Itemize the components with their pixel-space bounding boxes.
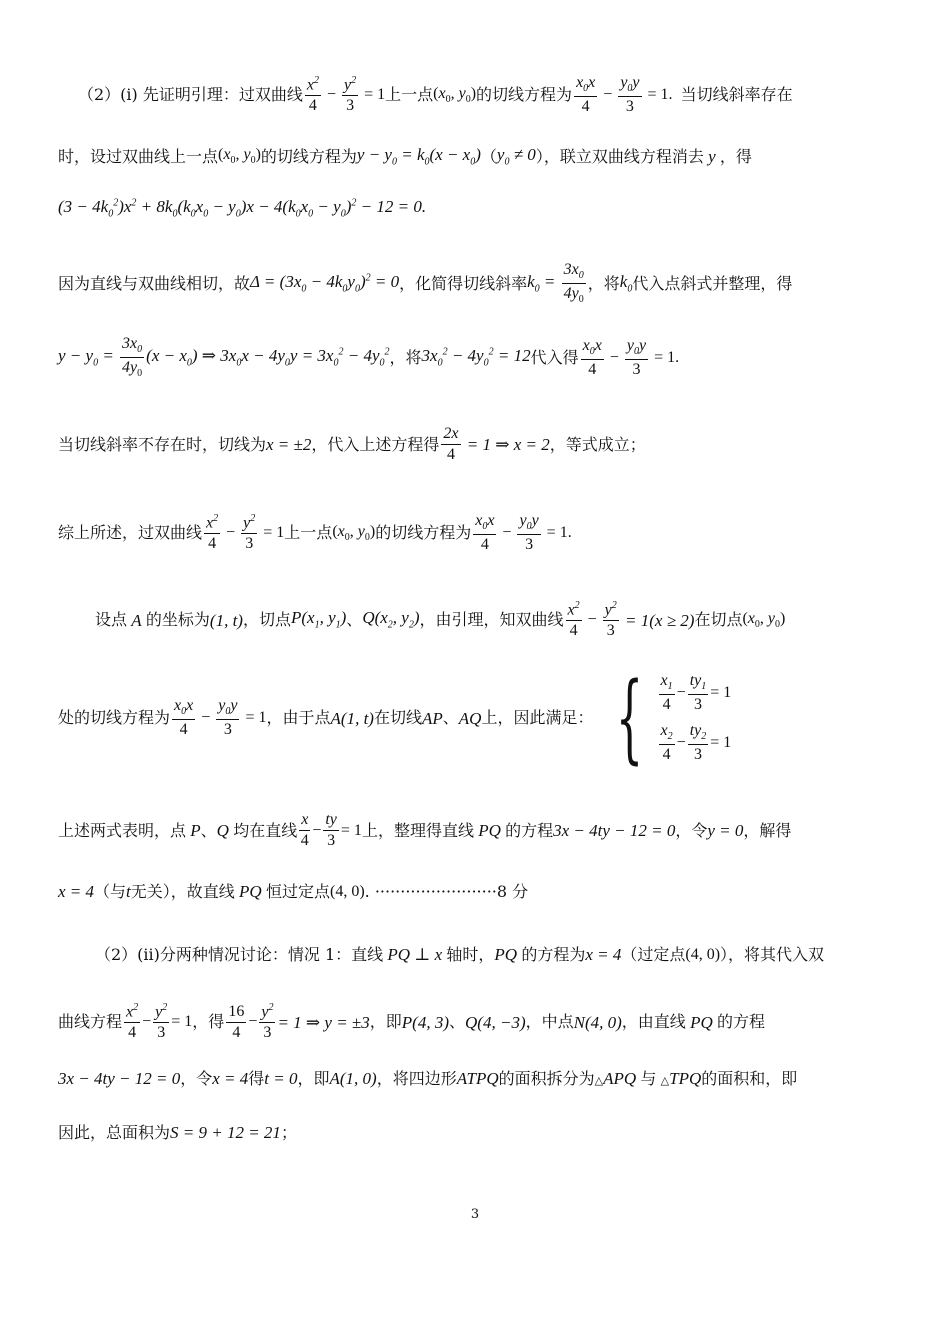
fraction: $\frac{x^2}{4}$ [126, 1002, 139, 1042]
page-number: 3 [470, 1207, 480, 1222]
fraction: $\frac{x_0x}{4}$ [174, 696, 194, 739]
fraction: $\frac{x^2}{4}$ [306, 74, 319, 115]
fraction: $\frac{x_0x}{4}$ [582, 336, 602, 378]
fraction: $\frac{ty}{3}$ [325, 811, 337, 849]
fraction: $\frac{y^2}{3}$ [243, 512, 256, 553]
line-1: （2）(ⅰ) 先证明引理：过双曲线 $\frac{x^2}{4}$ − $\frac{y^2}{3}$ = 1 上一点 ($x_0$, $y_0$) 的切线方程为 $\frac{x_0x}{4}$ − $\frac{y_0y}{3}$ = 1. 当切线斜率存在 [78, 74, 793, 116]
fraction: $\frac{y^2}{3}$ [344, 74, 357, 115]
fraction: $\frac{y_0y}{3}$ [626, 336, 647, 378]
line-12: （2）(ⅱ)分两种情况讨论：情况 1：直线 PQ ⊥ x 轴时， PQ 的方程为 x = 4 （过定点 (4, 0) ），将其代入双 [95, 944, 825, 964]
line-15: 因此，总面积为 S = 9 + 12 = 21 ； [58, 1122, 297, 1142]
fraction: $\frac{y^2}{3}$ [261, 1002, 274, 1042]
fraction: $\frac{y^2}{3}$ [155, 1002, 168, 1042]
line-13: 曲线方程 $\frac{x^2}{4}$ − $\frac{y^2}{3}$ = 1 ，得 $\frac{16}{4}$ − $\frac{y^2}{3}$ = 1 ⇒ y = ±3 ，即 P(4, 3) 、 Q(4, −3) ，中点 N(4, 0) ，由直线 PQ 的方程 [58, 1002, 765, 1042]
fraction: $\frac{x^2}{4}$ [206, 512, 219, 553]
fraction: $\frac{y_0y}{3}$ [218, 696, 238, 739]
line-7: 综上所述，过双曲线 $\frac{x^2}{4}$ − $\frac{y^2}{3}$ = 1 上一点 ($x_0$, $y_0$) 的切线方程为 $\frac{x_0x}{4}$ − $\frac{y_0y}{3}$ = 1. [58, 512, 572, 554]
line-4: 因为直线与双曲线相切，故 $\Delta = (3x_0 - 4k_0y_0)^2 = 0$ ，化简得切线斜率 $k_0$ = $\frac{3x_0}{4y_0}$ ，将 $k_0$ 代入点斜式并整理，得 [58, 261, 793, 306]
line-10: 上述两式表明，点 P 、 Q 均在直线 $\frac{x}{4}$ − $\frac{ty}{3}$ = 1 上，整理得直线 PQ 的方程 3x − 4ty − 12 = 0 ，令 y = 0 ，解得 [58, 811, 792, 849]
fraction: $\frac{y^2}{3}$ [604, 600, 617, 640]
fraction: $\frac{2x}{4}$ [443, 425, 459, 463]
equation-system: { $\frac{x_1}{4}$ − $\frac{ty_1}{3}$ = 1 $\frac{x_2}{4}$ − $\frac{ty_2}{3}$ = 1 [616, 662, 732, 774]
line-9: 处的切线方程为 $\frac{x_0x}{4}$ − $\frac{y_0y}{3}$ = 1 ，由于点 A(1, t) 在切线 AP 、 AQ 上，因此满足： { $\frac{x_1}{4}$ − $\frac{ty_1}{3}$ = 1 $\frac{x_2}{4}$ − $\frac{ty_2}{3}$ = 1 [58, 662, 732, 774]
line-5: $y - y_0$ = $\frac{3x_0}{4y_0}$ $(x - x_0)$ ⇒ $3x_0x - 4y_0y = 3x_0^2 - 4y_0^2$ ，将 $3x_0^2 - 4y_0^2 = 12$ 代入得 $\frac{x_0x}{4}$ − $\frac{y_0y}{3}$ = 1. [58, 335, 680, 380]
line-14: 3x − 4ty − 12 = 0 ，令 x = 4 得 t = 0 ，即 A(1, 0) ，将四边形 ATPQ 的面积拆分为 △APQ 与 △TPQ 的面积和，即 [58, 1068, 798, 1088]
fraction: $\frac{x_0x}{4}$ [475, 512, 495, 554]
fraction: $\frac{3x_0}{4y_0}$ [563, 261, 584, 306]
fraction: $\frac{x_0x}{4}$ [576, 74, 596, 116]
fraction: $\frac{3x_0}{4y_0}$ [122, 335, 143, 380]
line-6: 当切线斜率不存在时，切线为 x = ±2 ，代入上述方程得 $\frac{2x}{4}$ = 1 ⇒ x = 2 ，等式成立； [58, 425, 646, 463]
fraction: $\frac{16}{4}$ [228, 1002, 245, 1041]
line-2: 时，设过双曲线上一点 ($x_0$, $y_0$) 的切线方程为 $y - y_0 = k_0(x - x_0)$ （ $y_0 \ne 0$ ），联立双曲线方程消去 y ，得 [58, 145, 752, 168]
line-8: 设点 A 的坐标为 (1, t) ，切点 $P(x_1$, $y_1$) 、 $Q(x_2$, $y_2$) ，由引理，知双曲线 $\frac{x^2}{4}$ − $\frac{y^2}{3}$ = 1(x ≥ 2) 在切点 ($x_0$, $y_0$) [95, 600, 786, 640]
line-3: $(3 - 4k_0^2)x^2 + 8k_0(k_0x_0 - y_0)x - 4(k_0x_0 - y_0)^2 - 12 = 0$. [58, 197, 427, 220]
fraction: $\frac{y_0y}{3}$ [620, 74, 640, 116]
fraction: $\frac{x^2}{4}$ [567, 600, 580, 640]
fraction: $\frac{y_0y}{3}$ [519, 512, 539, 554]
line-11: x = 4 （与 t 无关），故直线 PQ 恒过定点 (4, 0) . ························8 分 [58, 881, 529, 901]
fraction: $\frac{x}{4}$ [300, 811, 309, 849]
